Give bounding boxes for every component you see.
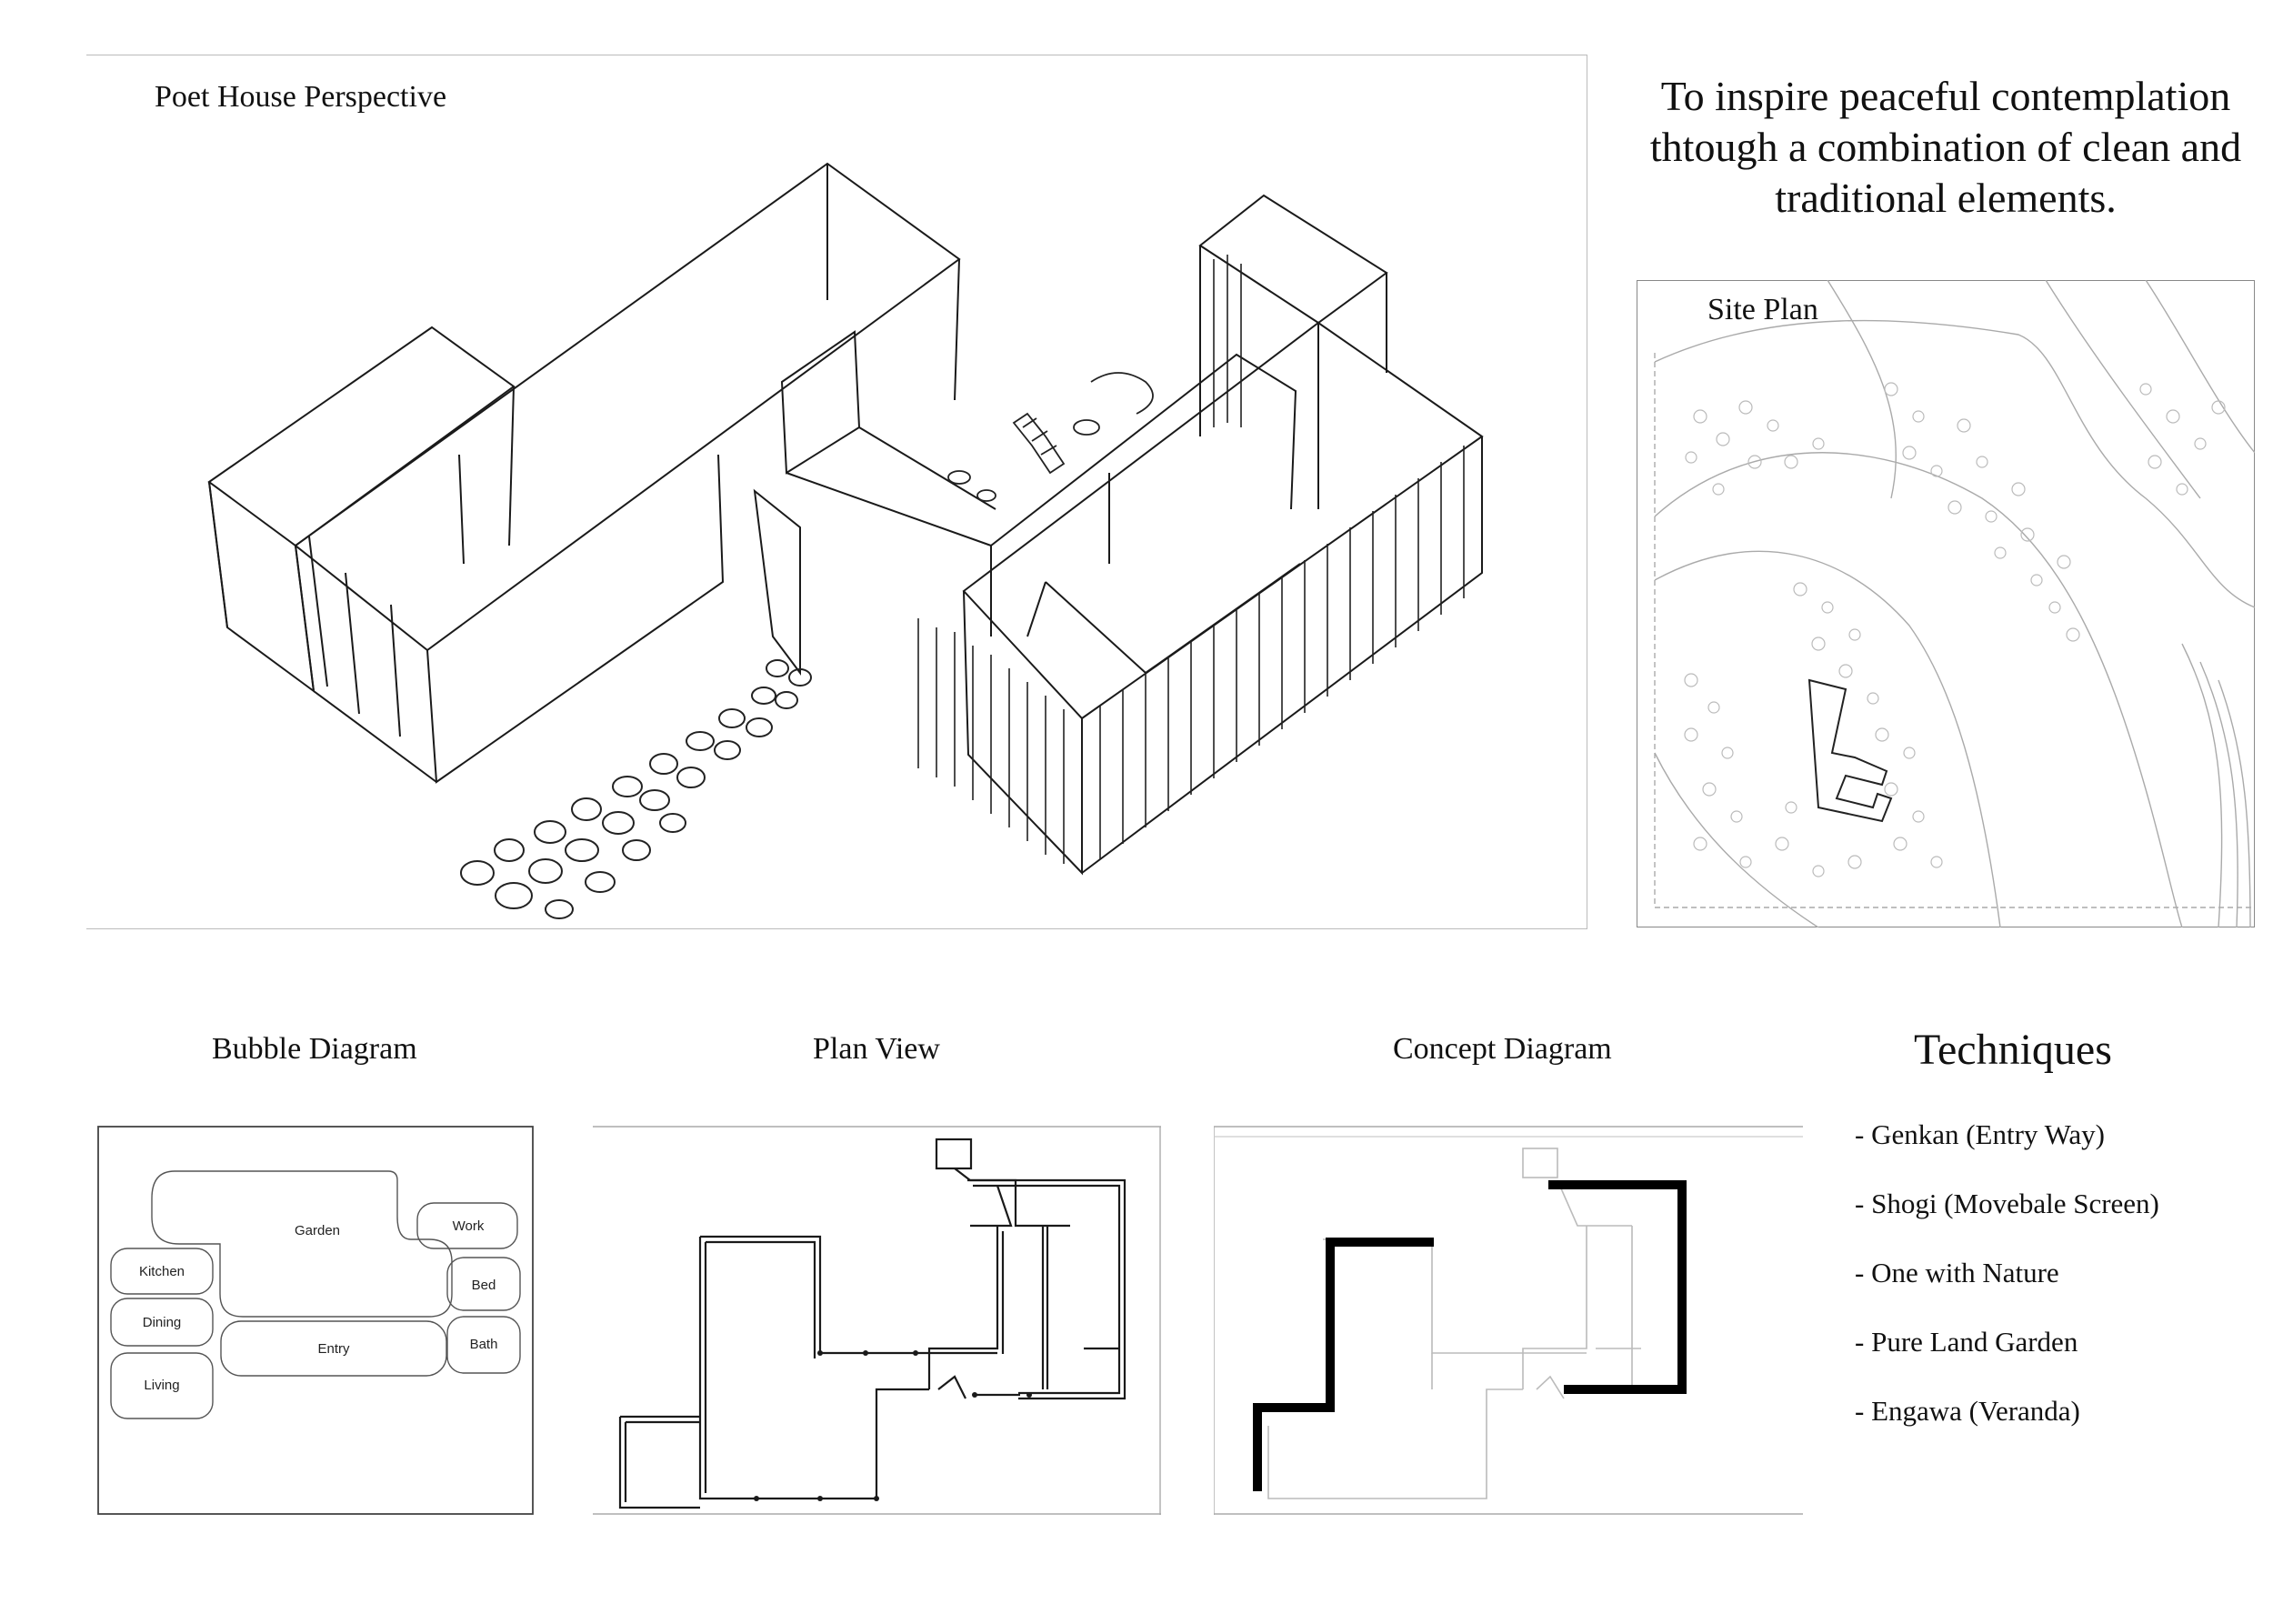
site-building-footprint — [1809, 680, 1891, 821]
perspective-title: Poet House Perspective — [155, 80, 447, 114]
intent-line-3: traditional elements. — [1775, 175, 2117, 221]
bubble-kitchen: Kitchen — [138, 1264, 185, 1279]
concept-diagram-title: Concept Diagram — [1393, 1032, 1612, 1066]
technique-item-garden: - Pure Land Garden — [1855, 1326, 2078, 1358]
plan-view-drawing — [593, 1126, 1161, 1515]
plan-view-title: Plan View — [813, 1032, 940, 1066]
bubble-bath: Bath — [469, 1337, 498, 1352]
techniques-title: Techniques — [1914, 1026, 2112, 1074]
bubble-dining: Dining — [142, 1315, 182, 1330]
bubble-bed: Bed — [471, 1278, 496, 1293]
intent-line-2: thtough a combination of clean and — [1649, 124, 2242, 170]
technique-item-shogi: - Shogi (Movebale Screen) — [1855, 1188, 2159, 1219]
design-intent-statement — [1618, 71, 2273, 224]
perspective-drawing — [0, 0, 1600, 937]
site-plan-drawing — [1637, 280, 2255, 927]
intent-line-1: To inspire peaceful contemplation — [1660, 73, 2231, 119]
bubble-diagram-title: Bubble Diagram — [212, 1032, 417, 1066]
site-plan-title: Site Plan — [1707, 293, 1818, 326]
techniques-list — [1855, 1118, 2159, 1464]
bubble-diagram — [97, 1126, 534, 1515]
technique-item-nature: - One with Nature — [1855, 1257, 2059, 1288]
bubble-work: Work — [452, 1218, 485, 1234]
bubble-entry: Entry — [317, 1341, 350, 1357]
bubble-garden: Garden — [294, 1223, 341, 1238]
technique-item-genkan: - Genkan (Entry Way) — [1855, 1118, 2105, 1150]
bubble-living: Living — [144, 1378, 180, 1393]
technique-item-engawa: - Engawa (Veranda) — [1855, 1395, 2080, 1427]
concept-diagram-drawing — [1214, 1126, 1803, 1515]
